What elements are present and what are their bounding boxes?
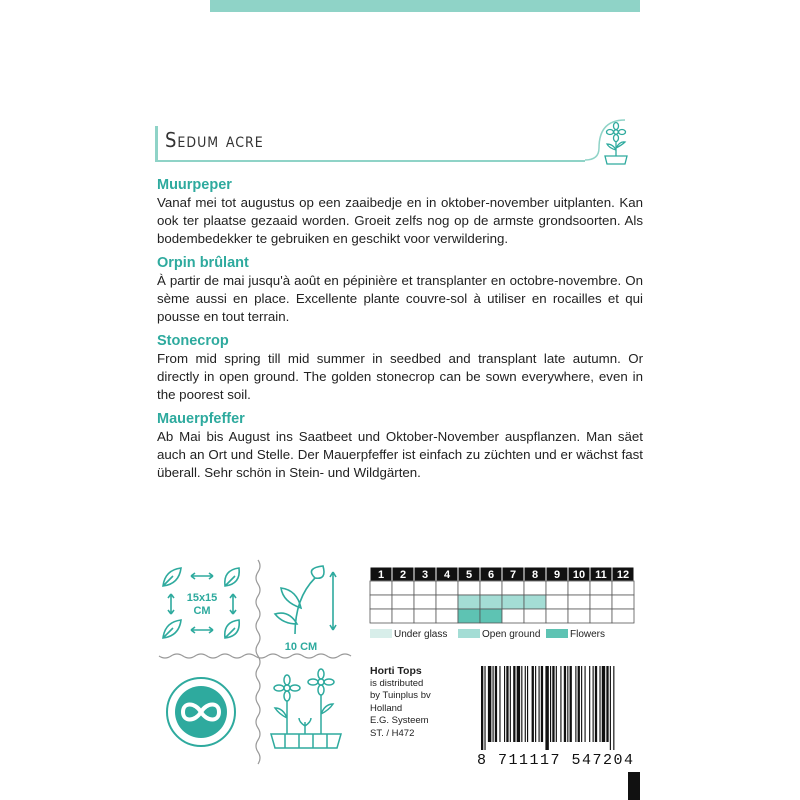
legend-swatch <box>458 629 480 638</box>
section-body: À partir de mai jusqu'à août en pépinière et transplanter en octobre-novembre. On sème aussi en place. Excellente plante couvre-sol à utiliser en rocailles et qui pousse en tout terrain. <box>157 273 643 324</box>
calendar-cell <box>414 581 436 595</box>
month-label: 6 <box>487 569 495 581</box>
barcode-bar <box>499 666 500 742</box>
barcode-bar <box>527 666 528 742</box>
section-english <box>157 332 643 404</box>
calendar-cell <box>370 595 392 609</box>
spacing-label-2: CM <box>193 605 211 617</box>
section-dutch <box>157 176 643 248</box>
legend-under-glass <box>370 629 447 640</box>
flower-tray-icon <box>271 669 341 748</box>
barcode-bar <box>581 666 582 742</box>
barcode-bar <box>567 666 568 742</box>
page-title: Sedum acre <box>165 128 264 152</box>
distributor-line: E.G. Systeem <box>370 715 429 726</box>
description-sections <box>157 176 643 488</box>
calendar-cell <box>590 595 612 609</box>
calendar-cell <box>524 609 546 623</box>
calendar-cell <box>436 595 458 609</box>
barcode-bar <box>545 666 548 750</box>
barcode-bar <box>570 666 572 742</box>
calendar-cell <box>568 595 590 609</box>
section-body: Ab Mai bis August ins Saatbeet und Oktober-November auspflanzen. Man säet auch an Ort und Stelle. Der Mauerpfeffer ist einfach zu züchten und er wächst fast überall. Sehr schön in Stein- und Wildgärten. <box>157 429 643 480</box>
calendar-cell <box>612 581 634 595</box>
calendar-cell <box>392 609 414 623</box>
legend-label: Open ground <box>482 629 541 640</box>
month-label: 1 <box>377 569 385 581</box>
barcode-bar <box>552 666 554 742</box>
calendar-cell <box>546 595 568 609</box>
sowing-calendar <box>368 566 640 626</box>
barcode-bar <box>532 666 534 742</box>
legend-flowers <box>546 629 605 640</box>
barcode-bar <box>585 666 586 742</box>
barcode-bar <box>599 666 600 742</box>
barcode-bar <box>578 666 580 742</box>
month-label: 12 <box>616 569 630 581</box>
legend-swatch <box>546 629 568 638</box>
calendar-cell <box>546 581 568 595</box>
month-label: 9 <box>553 569 561 581</box>
seedling-icon <box>275 566 336 634</box>
section-title: Stonecrop <box>157 333 229 349</box>
barcode-bar <box>484 666 485 750</box>
calendar-cell <box>370 609 392 623</box>
barcode-bar <box>510 666 511 742</box>
barcode-digits: 8 711117 547204 <box>477 752 635 769</box>
calendar-cell <box>392 581 414 595</box>
barcode-bar <box>610 666 611 750</box>
seedling-logo-icon <box>585 118 645 166</box>
header-bracket <box>155 126 158 160</box>
month-label: 4 <box>443 569 451 581</box>
calendar-cell <box>458 609 480 623</box>
legend-label: Flowers <box>570 629 606 640</box>
barcode-bar <box>493 666 494 742</box>
barcode-bar <box>488 666 491 742</box>
calendar-cell <box>480 609 502 623</box>
barcode-bar <box>560 666 561 742</box>
print-mark <box>628 772 640 800</box>
section-german <box>157 410 643 482</box>
distributor-line: Holland <box>370 702 403 714</box>
barcode <box>477 664 637 752</box>
barcode-bar <box>602 666 605 742</box>
month-label: 2 <box>399 569 407 581</box>
header <box>155 118 627 166</box>
month-label: 11 <box>595 569 607 581</box>
month-label: 5 <box>465 569 473 581</box>
calendar-cell <box>414 595 436 609</box>
calendar-cell <box>568 581 590 595</box>
calendar-cell <box>480 581 502 595</box>
section-french <box>157 254 643 326</box>
distributor-info <box>370 665 431 740</box>
barcode-bar <box>606 666 608 742</box>
barcode-bar <box>517 666 520 742</box>
barcode-bar <box>575 666 576 742</box>
growing-icons-panel <box>155 558 363 770</box>
barcode-bar <box>481 666 483 750</box>
calendar-cell <box>436 609 458 623</box>
calendar-cell <box>524 595 546 609</box>
section-body: From mid spring till mid summer in seedbed and transplant late autumn. Or directly in open ground. The golden stonecrop can be sown everywhere, even in the poorest soil. <box>157 351 643 402</box>
section-title: Orpin brûlant <box>157 255 249 271</box>
distributor-line: is distributed <box>370 677 424 689</box>
barcode-bar <box>539 666 540 742</box>
calendar-cell <box>612 609 634 623</box>
wavy-divider-horizontal <box>159 654 351 658</box>
month-label: 10 <box>572 569 586 581</box>
calendar-cell <box>392 595 414 609</box>
barcode-bar <box>513 666 515 742</box>
spacing-label-1: 15x15 <box>186 592 218 604</box>
height-label: 10 CM <box>284 641 318 653</box>
section-body: Vanaf mei tot augustus op een zaaibedje en in oktober-november uitplanten. Kan ook ter plaatse gezaaid worden. Groeit zelfs nog op de armste grondsoorten. Als bodembedekker te gebruiken en geschikt voor verwildering. <box>157 195 643 246</box>
barcode-bar <box>541 666 543 742</box>
calendar-cell <box>480 595 502 609</box>
barcode-bar <box>593 666 594 742</box>
distributor-line: by Tuinplus bv <box>370 690 431 701</box>
calendar-cell <box>502 609 524 623</box>
barcode-bar <box>556 666 557 742</box>
calendar-cell <box>436 581 458 595</box>
calendar-cell <box>524 581 546 595</box>
barcode-bar <box>504 666 505 742</box>
month-label: 7 <box>509 569 517 581</box>
calendar-cell <box>568 609 590 623</box>
barcode-bar <box>495 666 497 742</box>
calendar-cell <box>458 595 480 609</box>
calendar-cell <box>502 581 524 595</box>
legend-label: Under glass <box>394 629 448 640</box>
barcode-bar <box>550 666 551 742</box>
calendar-cell <box>458 581 480 595</box>
calendar-cell <box>502 595 524 609</box>
calendar-cell <box>590 581 612 595</box>
brand-name: Horti Tops <box>370 665 422 677</box>
calendar-cell <box>612 595 634 609</box>
barcode-bar <box>521 666 522 742</box>
barcode-bar <box>535 666 536 742</box>
calendar-cell <box>414 609 436 623</box>
barcode-bar <box>506 666 508 742</box>
month-label: 8 <box>531 569 539 581</box>
distributor-line: ST. / H472 <box>370 727 415 739</box>
barcode-bar <box>613 666 614 750</box>
section-title: Mauerpfeffer <box>157 411 245 427</box>
barcode-bar <box>564 666 566 742</box>
barcode-bar <box>525 666 526 742</box>
calendar-cell <box>546 609 568 623</box>
header-underline <box>155 160 585 162</box>
wavy-divider-vertical <box>256 560 260 764</box>
month-label: 3 <box>421 569 429 581</box>
legend-open-ground <box>458 629 540 640</box>
calendar-cell <box>590 609 612 623</box>
calendar-cell <box>370 581 392 595</box>
top-color-bar <box>210 0 640 12</box>
barcode-bar <box>589 666 590 742</box>
section-title: Muurpeper <box>157 177 232 193</box>
infinity-icon <box>167 678 235 746</box>
legend-swatch <box>370 629 392 638</box>
barcode-bar <box>595 666 597 742</box>
